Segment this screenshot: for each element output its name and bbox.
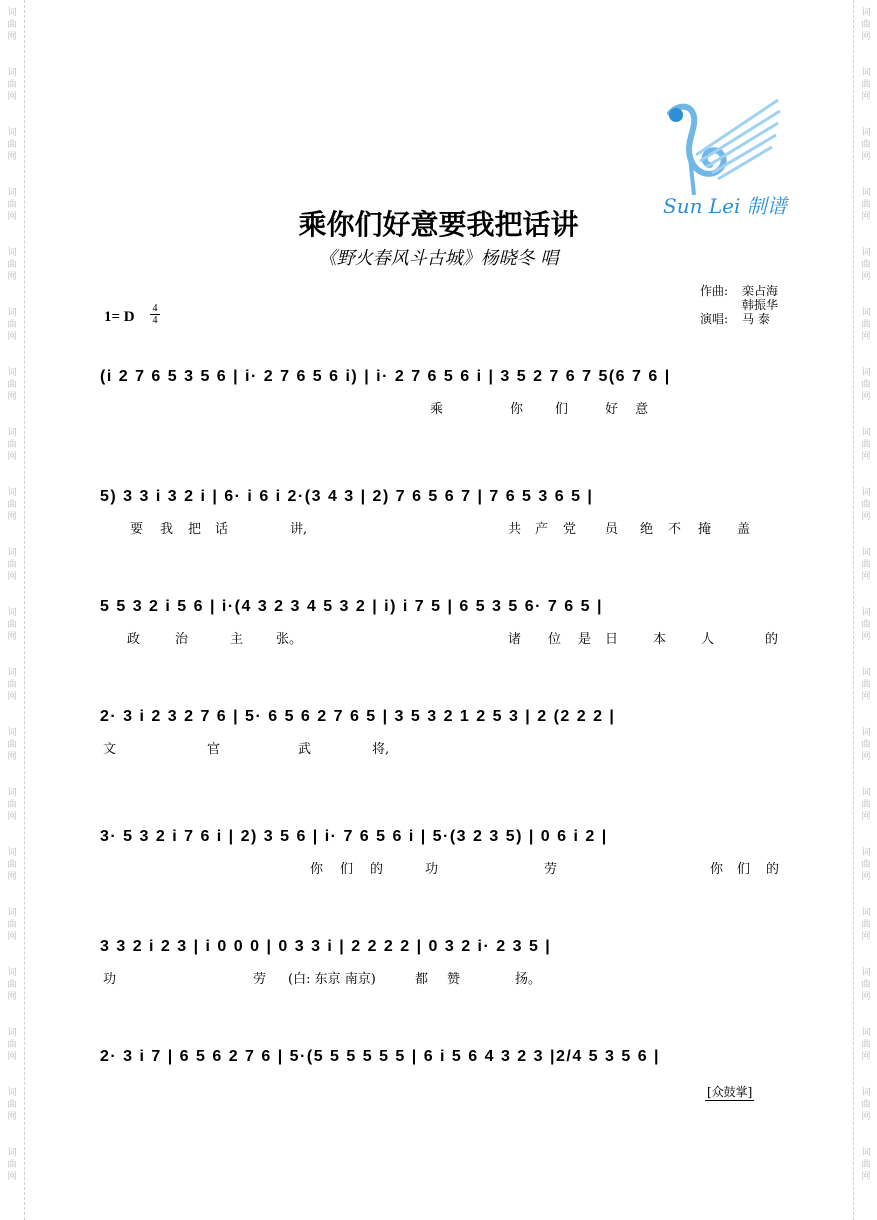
watermark-char: 网 [861, 212, 871, 222]
watermark-char: 词 [7, 68, 17, 78]
watermark-char: 曲 [861, 1160, 871, 1170]
lyric-syllable: 日 [605, 632, 619, 647]
watermark-char: 曲 [7, 320, 17, 330]
watermark-char: 词 [861, 308, 871, 318]
watermark-char: 网 [861, 632, 871, 642]
watermark-char: 网 [7, 692, 17, 702]
watermark-char: 曲 [861, 440, 871, 450]
lyric-syllable: 掩 [698, 522, 712, 537]
notation-line: 3 3 2 i 2 3 | i 0 0 0 | 0 3 3 i | 2 2 2 2 | 0 3 2 i· 2 3 5 | [100, 938, 552, 955]
watermark-char: 网 [7, 212, 17, 222]
watermark-char: 曲 [7, 800, 17, 810]
lyrics-line [100, 398, 790, 418]
lyric-syllable: 政 [127, 632, 141, 647]
watermark-char: 词 [7, 368, 17, 378]
watermark-char: 词 [861, 968, 871, 978]
lyric-syllable: 的 [765, 632, 779, 647]
watermark-char: 词 [7, 848, 17, 858]
credit-value: 韩振华 [742, 298, 779, 312]
watermark-char: 曲 [7, 560, 17, 570]
lyric-syllable: 绝 [640, 522, 654, 537]
lyric-syllable: 党 [563, 522, 577, 537]
watermark-char: 网 [861, 32, 871, 42]
credit-row [700, 284, 778, 298]
watermark-char: 词 [7, 188, 17, 198]
credit-value: 栾占海 [742, 284, 779, 298]
time-signature [150, 303, 160, 326]
lyric-syllable: 把 [188, 522, 202, 537]
lyric-syllable: 们 [737, 862, 751, 877]
watermark-char: 词 [7, 428, 17, 438]
watermark-char: 曲 [7, 140, 17, 150]
lyrics-line [100, 628, 790, 648]
lyric-syllable: 乘 [430, 402, 444, 417]
watermark-char: 曲 [861, 920, 871, 930]
watermark-char: 词 [861, 908, 871, 918]
watermark-char: 曲 [7, 1040, 17, 1050]
watermark-char: 曲 [7, 20, 17, 30]
notation-line: 2· 3 i 2 3 2 7 6 | 5· 6 5 6 2 7 6 5 | 3 5 3 2 1 2 5 3 | 2 (2 2 2 | [100, 708, 616, 725]
watermark-char: 曲 [861, 560, 871, 570]
watermark-char: 网 [861, 872, 871, 882]
score-system-1 [100, 358, 790, 428]
watermark-char: 网 [861, 992, 871, 1002]
watermark-char: 网 [861, 572, 871, 582]
stage-direction: [众鼓掌] [707, 1085, 753, 1099]
watermark-char: 词 [7, 968, 17, 978]
lyric-syllable: 功 [425, 862, 439, 877]
lyric-syllable: 功 [103, 972, 117, 987]
watermark-char: 词 [861, 788, 871, 798]
watermark-char: 词 [861, 188, 871, 198]
lyric-syllable: 共 [508, 522, 522, 537]
watermark-char: 网 [7, 752, 17, 762]
lyric-syllable: 们 [555, 402, 569, 417]
watermark-char: 网 [861, 932, 871, 942]
watermark-char: 词 [7, 548, 17, 558]
score-system-4 [100, 698, 790, 768]
lyric-syllable: 好 [605, 402, 619, 417]
watermark-char: 曲 [861, 20, 871, 30]
notation-line: 2· 3 i 7 | 6 5 6 2 7 6 | 5·(5 5 5 5 5 5 | 6 i 5 6 4 3 2 3 |2/4 5 3 5 6 | [100, 1048, 661, 1065]
watermark-char: 网 [7, 512, 17, 522]
watermark-char: 网 [7, 932, 17, 942]
lyric-syllable: 不 [668, 522, 682, 537]
watermark-char: 网 [7, 632, 17, 642]
watermark-char: 曲 [861, 860, 871, 870]
watermark-char: 网 [7, 812, 17, 822]
watermark-char: 词 [7, 8, 17, 18]
watermark-char: 网 [861, 812, 871, 822]
watermark-char: 词 [861, 848, 871, 858]
watermark-char: 词 [861, 728, 871, 738]
watermark-char: 曲 [861, 800, 871, 810]
lyric-syllable: (白: 东京 南京) [288, 972, 376, 987]
notation-line: 5 5 3 2 i 5 6 | i·(4 3 2 3 4 5 3 2 | i) i 7 5 | 6 5 3 5 6· 7 6 5 | [100, 598, 603, 615]
watermark-char: 曲 [861, 320, 871, 330]
watermark-char: 词 [7, 1028, 17, 1038]
watermark-char: 曲 [861, 740, 871, 750]
watermark-char: 曲 [7, 80, 17, 90]
watermark-char: 词 [861, 68, 871, 78]
lyrics-line [100, 518, 790, 538]
watermark-char: 曲 [861, 260, 871, 270]
lyric-syllable: 诸 [508, 632, 522, 647]
watermark-char: 网 [7, 272, 17, 282]
lyric-syllable: 将, [372, 742, 390, 757]
watermark-char: 词 [861, 368, 871, 378]
watermark-char: 词 [861, 1148, 871, 1158]
score-system-7 [100, 1038, 790, 1108]
watermark-char: 词 [7, 668, 17, 678]
watermark-char: 曲 [861, 680, 871, 690]
credit-value: 马 泰 [742, 312, 770, 326]
watermark-char: 网 [861, 392, 871, 402]
watermark-char: 网 [7, 992, 17, 1002]
watermark-char: 词 [861, 548, 871, 558]
watermark-char: 词 [861, 1088, 871, 1098]
credit-row [700, 298, 778, 312]
watermark-char: 曲 [7, 200, 17, 210]
lyrics-line [100, 968, 790, 988]
credit-label: 演唱: [700, 312, 729, 326]
watermark-char: 曲 [861, 140, 871, 150]
watermark-char: 网 [861, 332, 871, 342]
watermark-char: 词 [7, 128, 17, 138]
lyric-syllable: 你 [310, 862, 324, 877]
watermark-char: 网 [861, 452, 871, 462]
watermark-char: 网 [7, 32, 17, 42]
score-system-5 [100, 818, 790, 888]
lyric-syllable: 盖 [737, 522, 751, 537]
lyric-syllable: 官 [207, 742, 221, 757]
watermark-char: 网 [861, 152, 871, 162]
watermark-char: 词 [861, 8, 871, 18]
lyric-syllable: 我 [160, 522, 174, 537]
lyric-syllable: 产 [535, 522, 549, 537]
watermark-char: 曲 [7, 260, 17, 270]
watermark-char: 词 [861, 1028, 871, 1038]
watermark-char: 网 [7, 332, 17, 342]
watermark-char: 网 [7, 452, 17, 462]
watermark-char: 网 [7, 1052, 17, 1062]
watermark-char: 网 [7, 572, 17, 582]
lyric-syllable: 的 [766, 862, 780, 877]
watermark-char: 词 [861, 128, 871, 138]
notation-line: 3· 5 3 2 i 7 6 i | 2) 3 5 6 | i· 7 6 5 6 i | 5·(3 2 3 5) | 0 6 i 2 | [100, 828, 608, 845]
watermark-char: 网 [861, 1112, 871, 1122]
watermark-char: 词 [7, 908, 17, 918]
watermark-char: 曲 [861, 1100, 871, 1110]
watermark-char: 词 [7, 1088, 17, 1098]
meter-bottom: 4 [152, 315, 158, 326]
key-signature: 1= D [104, 309, 135, 325]
lyric-syllable: 员 [605, 522, 619, 537]
watermark-char: 曲 [7, 680, 17, 690]
watermark-char: 词 [7, 788, 17, 798]
score-system-2 [100, 478, 790, 548]
lyric-syllable: 劳 [253, 972, 267, 987]
watermark-char: 词 [861, 248, 871, 258]
watermark-char: 词 [861, 488, 871, 498]
song-subtitle: 《野火春风斗古城》杨晓冬 唱 [318, 248, 559, 269]
lyric-syllable: 赞 [447, 972, 461, 987]
watermark-char: 曲 [861, 980, 871, 990]
lyrics-line [100, 738, 790, 758]
credit-row [700, 312, 778, 326]
lyric-syllable: 治 [175, 632, 189, 647]
watermark-char: 曲 [861, 380, 871, 390]
watermark-char: 词 [7, 488, 17, 498]
watermark-char: 词 [7, 728, 17, 738]
lyric-syllable: 意 [635, 402, 649, 417]
watermark-char: 曲 [861, 500, 871, 510]
watermark-char: 网 [861, 272, 871, 282]
score-system-6 [100, 928, 790, 998]
credits-block [700, 284, 778, 326]
notation-line: 5) 3 3 i 3 2 i | 6· i 6 i 2·(3 4 3 | 2) 7 6 5 6 7 | 7 6 5 3 6 5 | [100, 488, 594, 505]
lyric-syllable: 扬。 [515, 972, 542, 987]
song-title: 乘你们好意要我把话讲 [298, 208, 579, 241]
watermark-char: 网 [861, 1172, 871, 1182]
watermark-char: 曲 [7, 980, 17, 990]
left-watermark-strip [0, 0, 25, 1220]
lyric-syllable: 主 [230, 632, 244, 647]
watermark-char: 曲 [861, 1040, 871, 1050]
lyric-syllable: 位 [548, 632, 562, 647]
lyric-syllable: 你 [710, 862, 724, 877]
right-watermark-strip [853, 0, 877, 1220]
lyric-syllable: 文 [103, 742, 117, 757]
lyric-syllable: 劳 [544, 862, 558, 877]
watermark-char: 曲 [7, 860, 17, 870]
watermark-char: 曲 [7, 380, 17, 390]
watermark-char: 曲 [7, 920, 17, 930]
watermark-char: 词 [861, 428, 871, 438]
notation-line: (i 2 7 6 5 3 5 6 | i· 2 7 6 5 6 i) | i· 2 7 6 5 6 i | 3 5 2 7 6 7 5(6 7 6 | [100, 368, 671, 385]
meter-top: 4 [152, 303, 158, 314]
watermark-char: 网 [7, 872, 17, 882]
watermark-char: 曲 [861, 620, 871, 630]
score-system-3 [100, 588, 790, 658]
lyrics-line [100, 858, 790, 878]
watermark-char: 词 [7, 1148, 17, 1158]
lyric-syllable: 武 [298, 742, 312, 757]
watermark-char: 网 [7, 92, 17, 102]
watermark-char: 词 [7, 308, 17, 318]
lyric-syllable: 们 [340, 862, 354, 877]
lyric-syllable: 话 [215, 522, 229, 537]
lyric-syllable: 是 [578, 632, 592, 647]
watermark-char: 网 [861, 692, 871, 702]
watermark-char: 曲 [7, 1100, 17, 1110]
watermark-char: 网 [7, 392, 17, 402]
watermark-char: 网 [861, 512, 871, 522]
lyric-syllable: 张。 [276, 632, 303, 647]
watermark-char: 网 [861, 1052, 871, 1062]
lyric-syllable: 讲, [290, 522, 308, 537]
watermark-char: 词 [7, 248, 17, 258]
lyric-syllable: 都 [415, 972, 429, 987]
watermark-char: 曲 [7, 440, 17, 450]
watermark-char: 词 [861, 608, 871, 618]
watermark-char: 网 [7, 152, 17, 162]
watermark-char: 曲 [7, 1160, 17, 1170]
lyric-syllable: 要 [130, 522, 144, 537]
watermark-char: 曲 [7, 500, 17, 510]
credit-label: 作曲: [700, 284, 729, 298]
watermark-char: 网 [861, 752, 871, 762]
lyric-syllable: 你 [510, 402, 524, 417]
lyric-syllable: 的 [370, 862, 384, 877]
watermark-char: 曲 [7, 620, 17, 630]
lyric-syllable: 本 [653, 632, 667, 647]
lyric-syllable: 人 [701, 632, 715, 647]
watermark-char: 曲 [861, 200, 871, 210]
watermark-char: 词 [7, 608, 17, 618]
watermark-char: 网 [7, 1172, 17, 1182]
watermark-char: 词 [861, 668, 871, 678]
watermark-char: 网 [861, 92, 871, 102]
watermark-char: 曲 [7, 740, 17, 750]
logo-text: Sun Lei 制谱 [663, 194, 787, 218]
watermark-char: 网 [7, 1112, 17, 1122]
watermark-char: 曲 [861, 80, 871, 90]
